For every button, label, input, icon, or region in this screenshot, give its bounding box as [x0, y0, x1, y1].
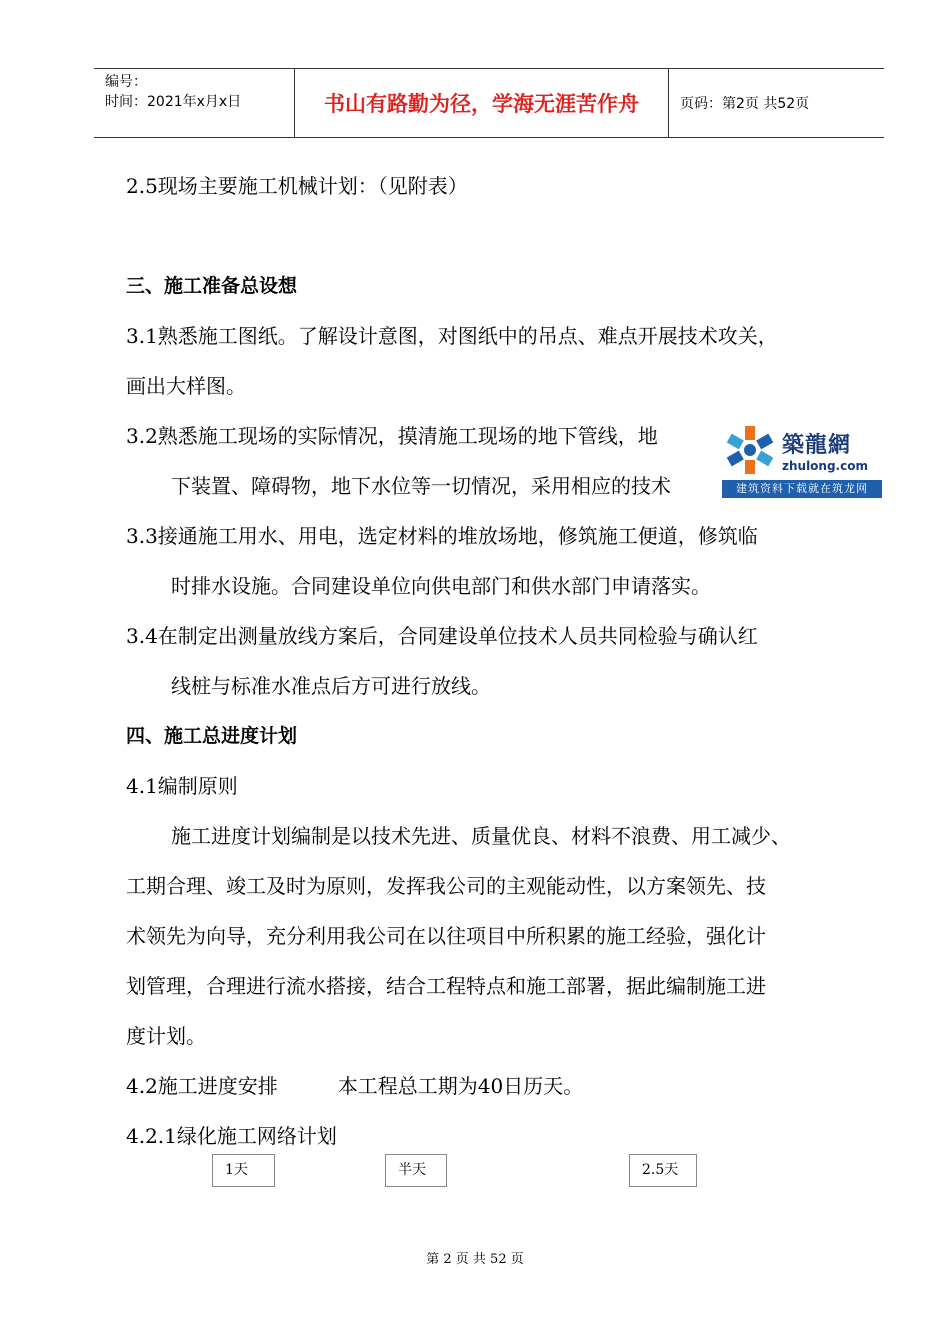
- para-3-3-line2: 时排水设施。合同建设单位向供电部门和供水部门申请落实。: [171, 574, 711, 598]
- para-4-1-line5: 度计划。: [126, 1024, 206, 1048]
- document-body: [126, 161, 866, 1161]
- snowflake-logo-icon: [722, 422, 778, 478]
- para-4-1-line3: 术领先为向导，充分利用我公司在以往项目中所积累的施工经验，强化计: [126, 924, 766, 948]
- heading-section-4: 四、施工总进度计划: [126, 725, 298, 747]
- blank-line: [126, 211, 866, 261]
- zhulong-logo: [722, 420, 882, 500]
- duration-box-3: 2.5天: [629, 1154, 697, 1187]
- header-motto: 书山有路勤为径，学海无涯苦作舟: [295, 69, 669, 137]
- para-4-2-label: 4.2施工进度安排: [126, 1074, 278, 1098]
- page-header: [94, 68, 884, 138]
- logo-domain: zhulong.com: [782, 458, 868, 473]
- para-3-3-line1: 3.3接通施工用水、用电，选定材料的堆放场地，修筑施工便道，修筑临: [126, 524, 758, 548]
- section-2-5: 2.5现场主要施工机械计划：（见附表）: [126, 174, 468, 198]
- network-plan-boxes: [0, 1154, 950, 1190]
- subheading-4-1: 4.1编制原则: [126, 774, 238, 798]
- para-3-2-line1: 3.2熟悉施工现场的实际情况，摸清施工现场的地下管线，地: [126, 424, 658, 448]
- header-meta: [94, 69, 295, 137]
- page-footer: 第 2 页 共 52 页: [426, 1252, 524, 1267]
- para-4-1-line2: 工期合理、竣工及时为原则，发挥我公司的主观能动性，以方案领先、技: [126, 874, 766, 898]
- logo-tagline: 建筑资料下载就在筑龙网: [722, 480, 882, 498]
- para-3-4-line2: 线桩与标准水准点后方可进行放线。: [171, 674, 491, 698]
- logo-chinese-name: 築龍網: [782, 432, 852, 458]
- para-3-2-line2: 下装置、障碍物，地下水位等一切情况，采用相应的技术: [171, 474, 671, 498]
- header-number-label: 编号：: [105, 74, 147, 90]
- heading-section-3: 三、施工准备总设想: [126, 275, 298, 297]
- para-4-1-line4: 划管理，合理进行流水搭接，结合工程特点和施工部署，据此编制施工进: [126, 974, 766, 998]
- para-4-2: [126, 1061, 866, 1111]
- para-3-4-line1: 3.4在制定出测量放线方案后，合同建设单位技术人员共同检验与确认红: [126, 624, 758, 648]
- subheading-4-2-1: 4.2.1绿化施工网络计划: [126, 1124, 337, 1148]
- para-3-1-line1: 3.1熟悉施工图纸。了解设计意图，对图纸中的吊点、难点开展技术攻关，: [126, 324, 778, 348]
- header-time: 时间：2021年x月x日: [105, 94, 242, 110]
- header-page-info: 页码：第2页 共52页: [680, 96, 810, 112]
- para-4-1-line1: 施工进度计划编制是以技术先进、质量优良、材料不浪费、用工减少、: [171, 824, 791, 848]
- duration-box-2: 半天: [385, 1154, 447, 1187]
- duration-box-1: 1天: [212, 1154, 275, 1187]
- para-3-1-line2: 画出大样图。: [126, 374, 246, 398]
- para-4-2-text: 本工程总工期为40日历天。: [337, 1074, 584, 1098]
